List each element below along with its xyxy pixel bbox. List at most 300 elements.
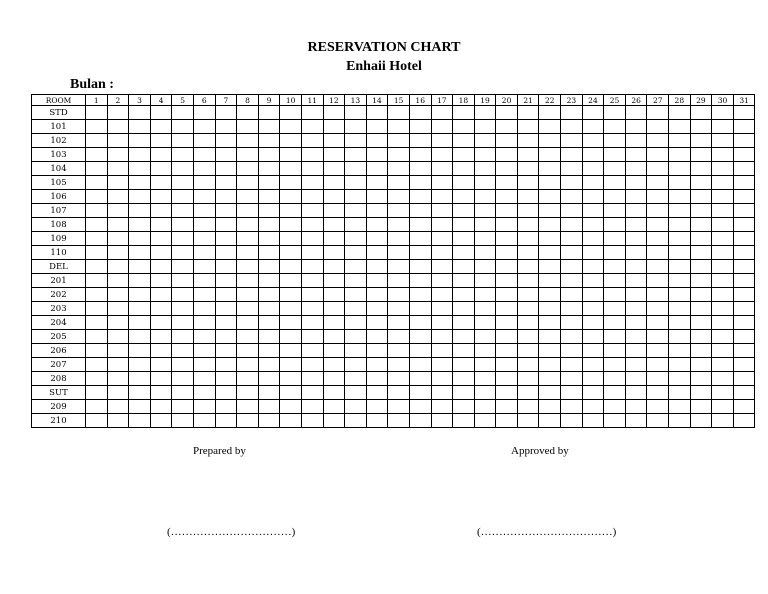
reservation-cell[interactable] bbox=[625, 400, 647, 414]
reservation-cell[interactable] bbox=[604, 344, 626, 358]
reservation-cell[interactable] bbox=[474, 358, 496, 372]
reservation-cell[interactable] bbox=[86, 302, 108, 316]
reservation-cell[interactable] bbox=[669, 358, 691, 372]
reservation-cell[interactable] bbox=[193, 232, 215, 246]
reservation-cell[interactable] bbox=[215, 176, 237, 190]
reservation-cell[interactable] bbox=[237, 134, 259, 148]
reservation-cell[interactable] bbox=[539, 260, 561, 274]
reservation-cell[interactable] bbox=[582, 148, 604, 162]
reservation-cell[interactable] bbox=[582, 246, 604, 260]
reservation-cell[interactable] bbox=[323, 400, 345, 414]
reservation-cell[interactable] bbox=[193, 372, 215, 386]
reservation-cell[interactable] bbox=[625, 204, 647, 218]
reservation-cell[interactable] bbox=[237, 372, 259, 386]
reservation-cell[interactable] bbox=[172, 302, 194, 316]
reservation-cell[interactable] bbox=[280, 316, 302, 330]
reservation-cell[interactable] bbox=[496, 106, 518, 120]
reservation-cell[interactable] bbox=[150, 372, 172, 386]
reservation-cell[interactable] bbox=[107, 316, 129, 330]
reservation-cell[interactable] bbox=[453, 302, 475, 316]
reservation-cell[interactable] bbox=[453, 386, 475, 400]
reservation-cell[interactable] bbox=[690, 386, 712, 400]
reservation-cell[interactable] bbox=[517, 106, 539, 120]
reservation-cell[interactable] bbox=[712, 302, 734, 316]
reservation-cell[interactable] bbox=[625, 316, 647, 330]
reservation-cell[interactable] bbox=[193, 162, 215, 176]
reservation-cell[interactable] bbox=[280, 386, 302, 400]
reservation-cell[interactable] bbox=[453, 218, 475, 232]
reservation-cell[interactable] bbox=[582, 232, 604, 246]
reservation-cell[interactable] bbox=[431, 120, 453, 134]
reservation-cell[interactable] bbox=[107, 148, 129, 162]
reservation-cell[interactable] bbox=[323, 162, 345, 176]
reservation-cell[interactable] bbox=[301, 190, 323, 204]
reservation-cell[interactable] bbox=[258, 302, 280, 316]
reservation-cell[interactable] bbox=[453, 246, 475, 260]
reservation-cell[interactable] bbox=[280, 400, 302, 414]
reservation-cell[interactable] bbox=[690, 106, 712, 120]
reservation-cell[interactable] bbox=[431, 232, 453, 246]
reservation-cell[interactable] bbox=[409, 316, 431, 330]
reservation-cell[interactable] bbox=[517, 316, 539, 330]
reservation-cell[interactable] bbox=[366, 232, 388, 246]
reservation-cell[interactable] bbox=[561, 106, 583, 120]
reservation-cell[interactable] bbox=[561, 232, 583, 246]
reservation-cell[interactable] bbox=[669, 120, 691, 134]
reservation-cell[interactable] bbox=[129, 302, 151, 316]
reservation-cell[interactable] bbox=[323, 148, 345, 162]
reservation-cell[interactable] bbox=[582, 260, 604, 274]
reservation-cell[interactable] bbox=[496, 330, 518, 344]
reservation-cell[interactable] bbox=[604, 106, 626, 120]
reservation-cell[interactable] bbox=[625, 162, 647, 176]
reservation-cell[interactable] bbox=[107, 344, 129, 358]
reservation-cell[interactable] bbox=[561, 120, 583, 134]
reservation-cell[interactable] bbox=[431, 400, 453, 414]
reservation-cell[interactable] bbox=[733, 400, 755, 414]
reservation-cell[interactable] bbox=[453, 148, 475, 162]
reservation-cell[interactable] bbox=[690, 120, 712, 134]
reservation-cell[interactable] bbox=[431, 260, 453, 274]
reservation-cell[interactable] bbox=[150, 414, 172, 428]
reservation-cell[interactable] bbox=[604, 162, 626, 176]
reservation-cell[interactable] bbox=[172, 274, 194, 288]
reservation-cell[interactable] bbox=[150, 204, 172, 218]
reservation-cell[interactable] bbox=[453, 190, 475, 204]
reservation-cell[interactable] bbox=[193, 134, 215, 148]
reservation-cell[interactable] bbox=[345, 148, 367, 162]
reservation-cell[interactable] bbox=[107, 162, 129, 176]
reservation-cell[interactable] bbox=[388, 218, 410, 232]
reservation-cell[interactable] bbox=[366, 302, 388, 316]
reservation-cell[interactable] bbox=[625, 274, 647, 288]
reservation-cell[interactable] bbox=[625, 358, 647, 372]
reservation-cell[interactable] bbox=[712, 190, 734, 204]
reservation-cell[interactable] bbox=[150, 344, 172, 358]
reservation-cell[interactable] bbox=[690, 302, 712, 316]
reservation-cell[interactable] bbox=[258, 162, 280, 176]
reservation-cell[interactable] bbox=[561, 386, 583, 400]
reservation-cell[interactable] bbox=[431, 288, 453, 302]
reservation-cell[interactable] bbox=[625, 232, 647, 246]
reservation-cell[interactable] bbox=[733, 232, 755, 246]
reservation-cell[interactable] bbox=[431, 330, 453, 344]
reservation-cell[interactable] bbox=[323, 260, 345, 274]
reservation-cell[interactable] bbox=[129, 204, 151, 218]
reservation-cell[interactable] bbox=[474, 288, 496, 302]
reservation-cell[interactable] bbox=[345, 176, 367, 190]
reservation-cell[interactable] bbox=[604, 260, 626, 274]
reservation-cell[interactable] bbox=[712, 400, 734, 414]
reservation-cell[interactable] bbox=[625, 134, 647, 148]
reservation-cell[interactable] bbox=[107, 176, 129, 190]
reservation-cell[interactable] bbox=[474, 260, 496, 274]
reservation-cell[interactable] bbox=[215, 302, 237, 316]
reservation-cell[interactable] bbox=[561, 260, 583, 274]
reservation-cell[interactable] bbox=[280, 330, 302, 344]
reservation-cell[interactable] bbox=[539, 190, 561, 204]
reservation-cell[interactable] bbox=[301, 274, 323, 288]
reservation-cell[interactable] bbox=[215, 218, 237, 232]
reservation-cell[interactable] bbox=[237, 414, 259, 428]
reservation-cell[interactable] bbox=[323, 232, 345, 246]
reservation-cell[interactable] bbox=[496, 344, 518, 358]
reservation-cell[interactable] bbox=[215, 372, 237, 386]
reservation-cell[interactable] bbox=[86, 176, 108, 190]
reservation-cell[interactable] bbox=[431, 134, 453, 148]
reservation-cell[interactable] bbox=[301, 134, 323, 148]
reservation-cell[interactable] bbox=[150, 400, 172, 414]
reservation-cell[interactable] bbox=[323, 190, 345, 204]
reservation-cell[interactable] bbox=[258, 330, 280, 344]
reservation-cell[interactable] bbox=[129, 386, 151, 400]
reservation-cell[interactable] bbox=[604, 218, 626, 232]
reservation-cell[interactable] bbox=[517, 358, 539, 372]
reservation-cell[interactable] bbox=[323, 372, 345, 386]
reservation-cell[interactable] bbox=[669, 372, 691, 386]
reservation-cell[interactable] bbox=[323, 302, 345, 316]
reservation-cell[interactable] bbox=[431, 358, 453, 372]
reservation-cell[interactable] bbox=[86, 316, 108, 330]
reservation-cell[interactable] bbox=[496, 232, 518, 246]
reservation-cell[interactable] bbox=[388, 204, 410, 218]
reservation-cell[interactable] bbox=[669, 218, 691, 232]
reservation-cell[interactable] bbox=[409, 120, 431, 134]
reservation-cell[interactable] bbox=[517, 232, 539, 246]
reservation-cell[interactable] bbox=[345, 232, 367, 246]
reservation-cell[interactable] bbox=[733, 372, 755, 386]
reservation-cell[interactable] bbox=[496, 400, 518, 414]
reservation-cell[interactable] bbox=[669, 204, 691, 218]
reservation-cell[interactable] bbox=[366, 176, 388, 190]
reservation-cell[interactable] bbox=[86, 218, 108, 232]
reservation-cell[interactable] bbox=[107, 218, 129, 232]
reservation-cell[interactable] bbox=[647, 260, 669, 274]
reservation-cell[interactable] bbox=[150, 274, 172, 288]
reservation-cell[interactable] bbox=[453, 372, 475, 386]
reservation-cell[interactable] bbox=[345, 134, 367, 148]
reservation-cell[interactable] bbox=[237, 148, 259, 162]
reservation-cell[interactable] bbox=[129, 274, 151, 288]
reservation-cell[interactable] bbox=[345, 106, 367, 120]
reservation-cell[interactable] bbox=[669, 176, 691, 190]
reservation-cell[interactable] bbox=[150, 330, 172, 344]
reservation-cell[interactable] bbox=[129, 190, 151, 204]
reservation-cell[interactable] bbox=[129, 106, 151, 120]
reservation-cell[interactable] bbox=[172, 162, 194, 176]
reservation-cell[interactable] bbox=[366, 218, 388, 232]
reservation-cell[interactable] bbox=[86, 288, 108, 302]
reservation-cell[interactable] bbox=[129, 246, 151, 260]
reservation-cell[interactable] bbox=[496, 218, 518, 232]
reservation-cell[interactable] bbox=[604, 274, 626, 288]
reservation-cell[interactable] bbox=[301, 204, 323, 218]
reservation-cell[interactable] bbox=[690, 190, 712, 204]
reservation-cell[interactable] bbox=[280, 134, 302, 148]
reservation-cell[interactable] bbox=[323, 274, 345, 288]
reservation-cell[interactable] bbox=[561, 372, 583, 386]
reservation-cell[interactable] bbox=[647, 134, 669, 148]
reservation-cell[interactable] bbox=[237, 344, 259, 358]
reservation-cell[interactable] bbox=[172, 106, 194, 120]
reservation-cell[interactable] bbox=[86, 232, 108, 246]
reservation-cell[interactable] bbox=[409, 190, 431, 204]
reservation-cell[interactable] bbox=[431, 106, 453, 120]
reservation-cell[interactable] bbox=[388, 190, 410, 204]
reservation-cell[interactable] bbox=[647, 386, 669, 400]
reservation-cell[interactable] bbox=[647, 414, 669, 428]
reservation-cell[interactable] bbox=[150, 120, 172, 134]
reservation-cell[interactable] bbox=[215, 190, 237, 204]
reservation-cell[interactable] bbox=[647, 274, 669, 288]
reservation-cell[interactable] bbox=[453, 330, 475, 344]
reservation-cell[interactable] bbox=[86, 400, 108, 414]
reservation-cell[interactable] bbox=[301, 288, 323, 302]
reservation-cell[interactable] bbox=[172, 288, 194, 302]
reservation-cell[interactable] bbox=[647, 400, 669, 414]
reservation-cell[interactable] bbox=[604, 148, 626, 162]
reservation-cell[interactable] bbox=[431, 386, 453, 400]
reservation-cell[interactable] bbox=[388, 176, 410, 190]
reservation-cell[interactable] bbox=[604, 316, 626, 330]
reservation-cell[interactable] bbox=[496, 134, 518, 148]
reservation-cell[interactable] bbox=[172, 246, 194, 260]
reservation-cell[interactable] bbox=[258, 372, 280, 386]
reservation-cell[interactable] bbox=[561, 148, 583, 162]
reservation-cell[interactable] bbox=[517, 176, 539, 190]
reservation-cell[interactable] bbox=[150, 246, 172, 260]
reservation-cell[interactable] bbox=[712, 204, 734, 218]
reservation-cell[interactable] bbox=[690, 330, 712, 344]
reservation-cell[interactable] bbox=[366, 330, 388, 344]
reservation-cell[interactable] bbox=[301, 120, 323, 134]
reservation-cell[interactable] bbox=[86, 372, 108, 386]
reservation-cell[interactable] bbox=[409, 148, 431, 162]
reservation-cell[interactable] bbox=[107, 372, 129, 386]
reservation-cell[interactable] bbox=[625, 148, 647, 162]
reservation-cell[interactable] bbox=[258, 316, 280, 330]
reservation-cell[interactable] bbox=[366, 414, 388, 428]
reservation-cell[interactable] bbox=[647, 358, 669, 372]
reservation-cell[interactable] bbox=[733, 260, 755, 274]
reservation-cell[interactable] bbox=[517, 134, 539, 148]
reservation-cell[interactable] bbox=[237, 400, 259, 414]
reservation-cell[interactable] bbox=[237, 274, 259, 288]
reservation-cell[interactable] bbox=[712, 330, 734, 344]
reservation-cell[interactable] bbox=[561, 288, 583, 302]
reservation-cell[interactable] bbox=[733, 120, 755, 134]
reservation-cell[interactable] bbox=[388, 288, 410, 302]
reservation-cell[interactable] bbox=[258, 148, 280, 162]
reservation-cell[interactable] bbox=[237, 218, 259, 232]
reservation-cell[interactable] bbox=[301, 414, 323, 428]
reservation-cell[interactable] bbox=[280, 372, 302, 386]
reservation-cell[interactable] bbox=[345, 414, 367, 428]
reservation-cell[interactable] bbox=[323, 330, 345, 344]
reservation-cell[interactable] bbox=[129, 372, 151, 386]
reservation-cell[interactable] bbox=[517, 386, 539, 400]
reservation-cell[interactable] bbox=[474, 120, 496, 134]
reservation-cell[interactable] bbox=[86, 134, 108, 148]
reservation-cell[interactable] bbox=[172, 358, 194, 372]
reservation-cell[interactable] bbox=[604, 134, 626, 148]
reservation-cell[interactable] bbox=[539, 274, 561, 288]
reservation-cell[interactable] bbox=[561, 400, 583, 414]
reservation-cell[interactable] bbox=[690, 204, 712, 218]
reservation-cell[interactable] bbox=[669, 316, 691, 330]
reservation-cell[interactable] bbox=[561, 316, 583, 330]
reservation-cell[interactable] bbox=[409, 204, 431, 218]
reservation-cell[interactable] bbox=[129, 288, 151, 302]
reservation-cell[interactable] bbox=[258, 190, 280, 204]
reservation-cell[interactable] bbox=[323, 414, 345, 428]
reservation-cell[interactable] bbox=[712, 120, 734, 134]
reservation-cell[interactable] bbox=[345, 400, 367, 414]
reservation-cell[interactable] bbox=[172, 330, 194, 344]
reservation-cell[interactable] bbox=[647, 204, 669, 218]
reservation-cell[interactable] bbox=[129, 120, 151, 134]
reservation-cell[interactable] bbox=[690, 400, 712, 414]
reservation-cell[interactable] bbox=[301, 372, 323, 386]
reservation-cell[interactable] bbox=[237, 288, 259, 302]
reservation-cell[interactable] bbox=[604, 386, 626, 400]
reservation-cell[interactable] bbox=[193, 358, 215, 372]
reservation-cell[interactable] bbox=[496, 260, 518, 274]
reservation-cell[interactable] bbox=[474, 400, 496, 414]
reservation-cell[interactable] bbox=[86, 106, 108, 120]
reservation-cell[interactable] bbox=[496, 148, 518, 162]
reservation-cell[interactable] bbox=[539, 400, 561, 414]
reservation-cell[interactable] bbox=[712, 246, 734, 260]
reservation-cell[interactable] bbox=[237, 358, 259, 372]
reservation-cell[interactable] bbox=[280, 246, 302, 260]
reservation-cell[interactable] bbox=[107, 302, 129, 316]
reservation-cell[interactable] bbox=[453, 400, 475, 414]
reservation-cell[interactable] bbox=[474, 330, 496, 344]
reservation-cell[interactable] bbox=[172, 190, 194, 204]
reservation-cell[interactable] bbox=[258, 358, 280, 372]
reservation-cell[interactable] bbox=[582, 204, 604, 218]
reservation-cell[interactable] bbox=[366, 344, 388, 358]
reservation-cell[interactable] bbox=[647, 330, 669, 344]
reservation-cell[interactable] bbox=[604, 120, 626, 134]
reservation-cell[interactable] bbox=[215, 134, 237, 148]
reservation-cell[interactable] bbox=[258, 246, 280, 260]
reservation-cell[interactable] bbox=[733, 246, 755, 260]
reservation-cell[interactable] bbox=[733, 288, 755, 302]
reservation-cell[interactable] bbox=[409, 330, 431, 344]
reservation-cell[interactable] bbox=[215, 274, 237, 288]
reservation-cell[interactable] bbox=[496, 246, 518, 260]
reservation-cell[interactable] bbox=[690, 316, 712, 330]
reservation-cell[interactable] bbox=[669, 302, 691, 316]
reservation-cell[interactable] bbox=[431, 218, 453, 232]
reservation-cell[interactable] bbox=[86, 414, 108, 428]
reservation-cell[interactable] bbox=[366, 246, 388, 260]
reservation-cell[interactable] bbox=[388, 330, 410, 344]
reservation-cell[interactable] bbox=[215, 260, 237, 274]
reservation-cell[interactable] bbox=[409, 302, 431, 316]
reservation-cell[interactable] bbox=[496, 204, 518, 218]
reservation-cell[interactable] bbox=[258, 414, 280, 428]
reservation-cell[interactable] bbox=[539, 232, 561, 246]
reservation-cell[interactable] bbox=[388, 260, 410, 274]
reservation-cell[interactable] bbox=[258, 120, 280, 134]
reservation-cell[interactable] bbox=[86, 386, 108, 400]
reservation-cell[interactable] bbox=[193, 120, 215, 134]
reservation-cell[interactable] bbox=[453, 316, 475, 330]
reservation-cell[interactable] bbox=[496, 288, 518, 302]
reservation-cell[interactable] bbox=[431, 190, 453, 204]
reservation-cell[interactable] bbox=[323, 246, 345, 260]
reservation-cell[interactable] bbox=[669, 162, 691, 176]
reservation-cell[interactable] bbox=[280, 344, 302, 358]
reservation-cell[interactable] bbox=[215, 162, 237, 176]
reservation-cell[interactable] bbox=[301, 400, 323, 414]
reservation-cell[interactable] bbox=[409, 358, 431, 372]
reservation-cell[interactable] bbox=[107, 134, 129, 148]
reservation-cell[interactable] bbox=[733, 218, 755, 232]
reservation-cell[interactable] bbox=[301, 232, 323, 246]
reservation-cell[interactable] bbox=[690, 232, 712, 246]
reservation-cell[interactable] bbox=[388, 274, 410, 288]
reservation-cell[interactable] bbox=[669, 330, 691, 344]
reservation-cell[interactable] bbox=[366, 106, 388, 120]
reservation-cell[interactable] bbox=[733, 330, 755, 344]
reservation-cell[interactable] bbox=[647, 232, 669, 246]
reservation-cell[interactable] bbox=[388, 106, 410, 120]
reservation-cell[interactable] bbox=[712, 358, 734, 372]
reservation-cell[interactable] bbox=[280, 302, 302, 316]
reservation-cell[interactable] bbox=[215, 330, 237, 344]
reservation-cell[interactable] bbox=[193, 274, 215, 288]
reservation-cell[interactable] bbox=[388, 386, 410, 400]
reservation-cell[interactable] bbox=[107, 106, 129, 120]
reservation-cell[interactable] bbox=[86, 274, 108, 288]
reservation-cell[interactable] bbox=[345, 260, 367, 274]
reservation-cell[interactable] bbox=[669, 260, 691, 274]
reservation-cell[interactable] bbox=[215, 414, 237, 428]
reservation-cell[interactable] bbox=[215, 204, 237, 218]
reservation-cell[interactable] bbox=[409, 400, 431, 414]
reservation-cell[interactable] bbox=[517, 218, 539, 232]
reservation-cell[interactable] bbox=[258, 386, 280, 400]
reservation-cell[interactable] bbox=[388, 162, 410, 176]
reservation-cell[interactable] bbox=[733, 316, 755, 330]
reservation-cell[interactable] bbox=[258, 176, 280, 190]
reservation-cell[interactable] bbox=[409, 246, 431, 260]
reservation-cell[interactable] bbox=[733, 162, 755, 176]
